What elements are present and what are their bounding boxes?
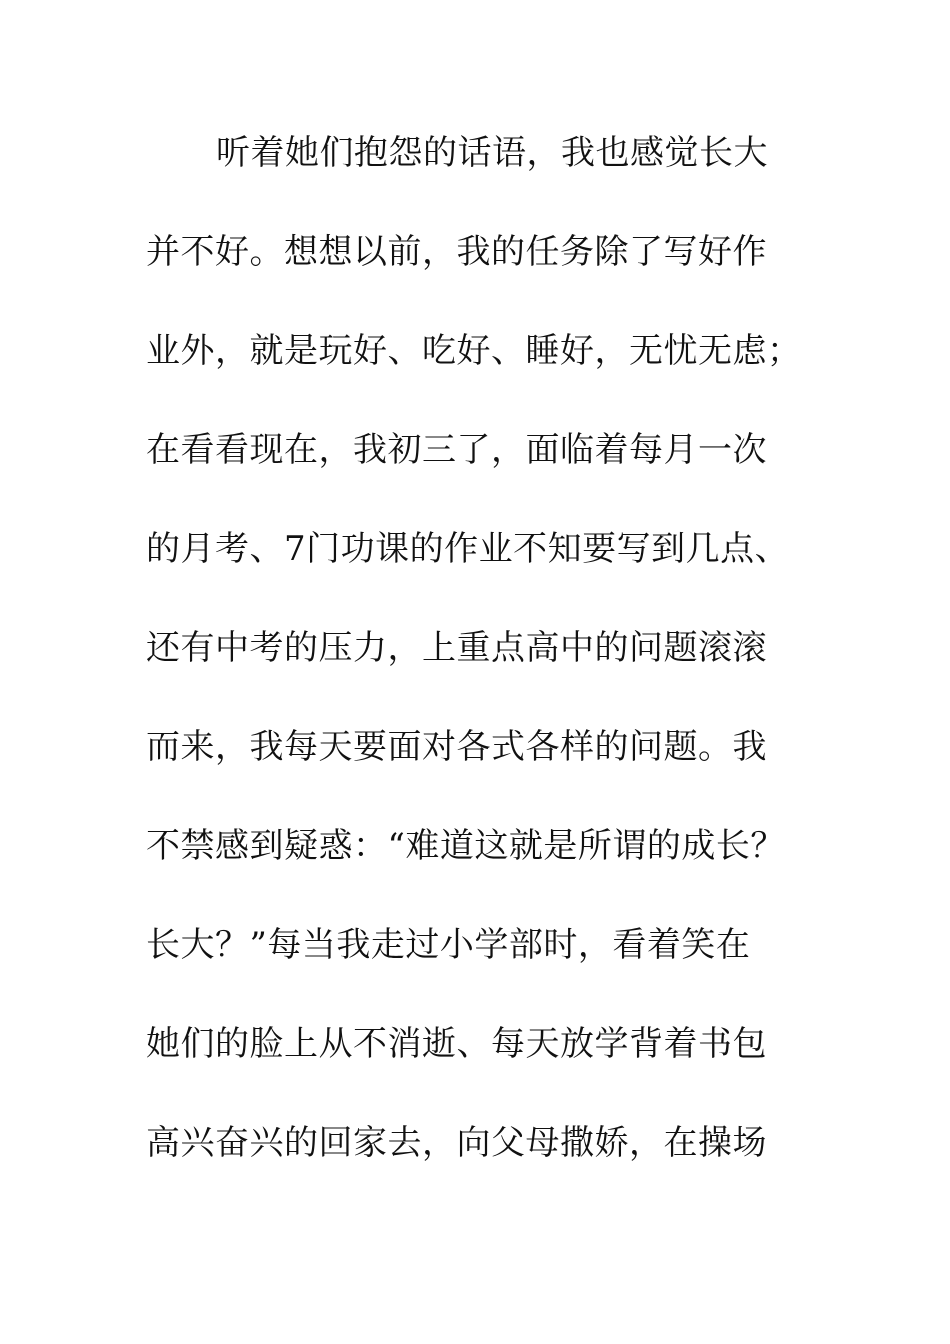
text-line: 并不好。想想以前，我的任务除了写好作 [146, 232, 767, 272]
text-line: 听着她们抱怨的话语，我也感觉长大 [216, 133, 768, 173]
text-line: 而来，我每天要面对各式各样的问题。我 [146, 727, 767, 767]
body-paragraph [146, 124, 806, 1213]
text-line: 长大？”每当我走过小学部时，看着笑在 [146, 925, 751, 965]
text-line: 不禁感到疑惑：“难道这就是所谓的成长？ [146, 826, 785, 866]
text-line: 的月考、7门功课的作业不知要写到几点、 [146, 529, 790, 569]
text-line: 在看看现在，我初三了，面临着每月一次 [146, 430, 767, 470]
text-line: 业外，就是玩好、吃好、睡好，无忧无虑； [146, 331, 802, 371]
text-line: 高兴奋兴的回家去，向父母撒娇，在操场 [146, 1123, 767, 1163]
text-line: 还有中考的压力，上重点高中的问题滚滚 [146, 628, 767, 668]
text-line: 她们的脸上从不消逝、每天放学背着书包 [146, 1024, 767, 1064]
